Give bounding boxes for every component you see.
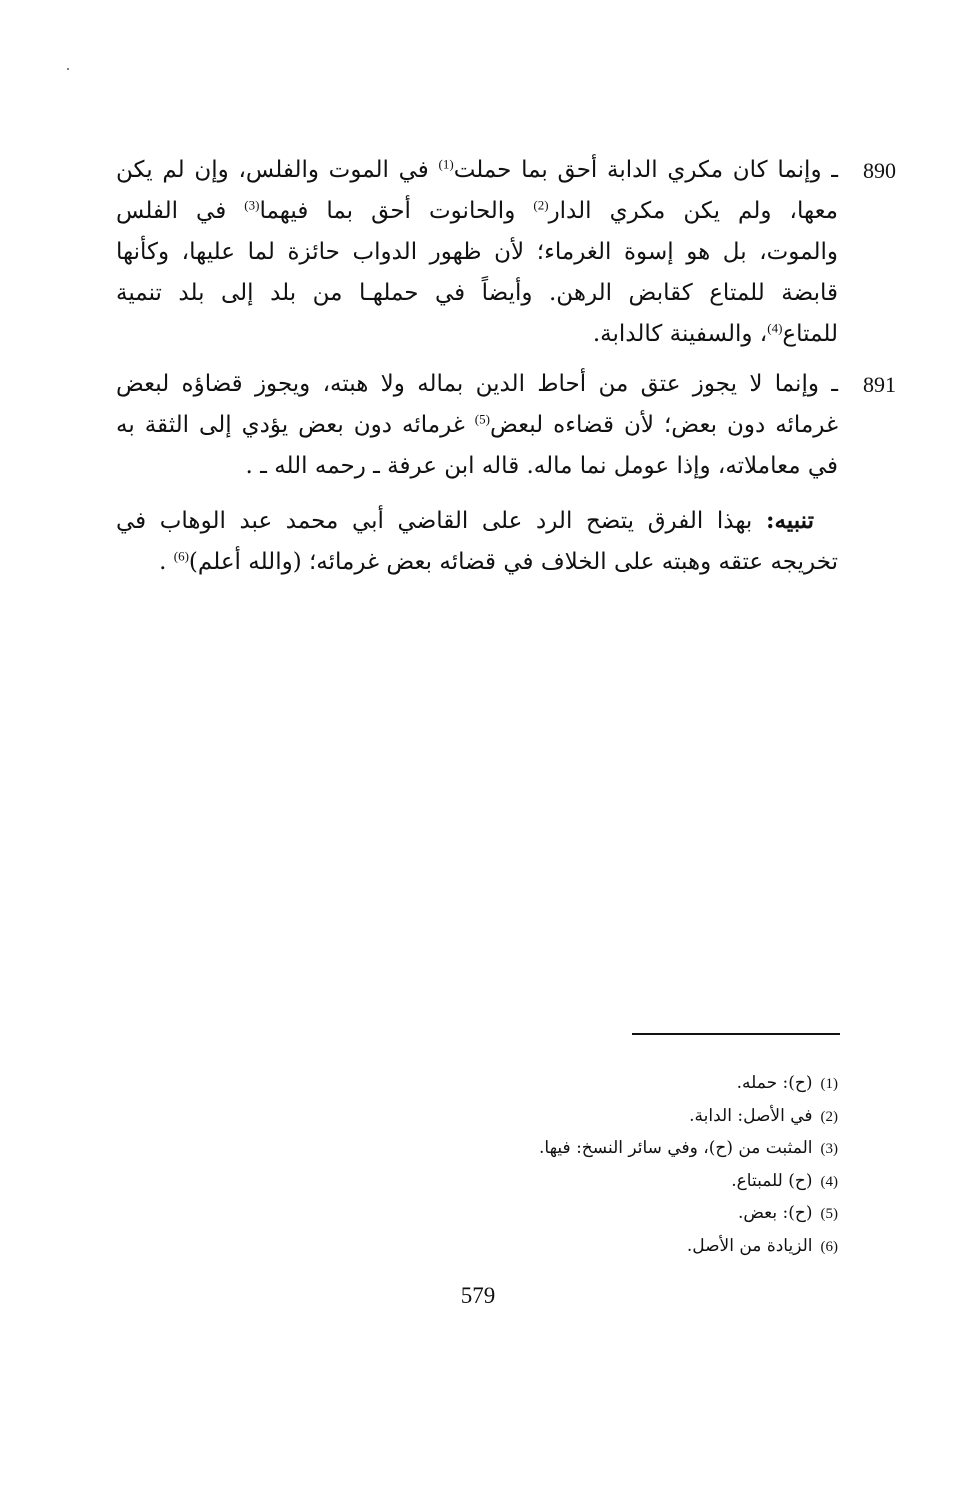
footnote: (4)(ح) للمبتاع. <box>731 1170 838 1191</box>
footnote-number: (5) <box>820 1206 838 1223</box>
tanbih-label: تنبيه: <box>765 507 814 534</box>
entry-line: ـ وإنما كان مكري الدابة أحق بما حملت$^{(1)}$ في الموت والفلس، وإن لم يكن <box>116 156 838 183</box>
entry-number: 891 <box>863 372 896 397</box>
footnote: (3)المثبت من (ح)، وفي سائر النسخ: فيها. <box>539 1138 838 1159</box>
footnote: (1)(ح): حمله. <box>736 1073 838 1093</box>
footnote-ref[interactable]: (3) <box>244 197 260 213</box>
footnote-number: (3) <box>820 1141 838 1158</box>
entry-891 <box>116 364 896 487</box>
footnote: (2)في الأصل: الدابة. <box>689 1105 838 1126</box>
footnote-number: (2) <box>820 1108 838 1125</box>
entry-line: قابضة للمتاع كقابض الرهن. وأيضاً في حملهـا من بلد إلى بلد تنمية <box>116 280 838 306</box>
tanbih-line: تخريجه عتقه وهبته على الخلاف في قضائه بعض غرمائه؛ (والله أعلم)$^{(6)}$ . <box>159 548 838 575</box>
footnote-ref[interactable]: (4) <box>767 320 783 336</box>
footnote-ref[interactable]: (6) <box>173 548 189 564</box>
footnotes <box>278 1068 838 1264</box>
entry-line: في معاملاته، وإذا عومل نما ماله. قاله ابن عرفة ـ رحمه الله ـ . <box>245 453 838 479</box>
footnote-ref[interactable]: (1) <box>438 156 454 172</box>
footnote-ref[interactable]: (2) <box>533 197 549 213</box>
entry-line: معها، ولم يكن مكري الدار$^{(2)}$ والحانوت أحق بما فيهما$^{(3)}$ في الفلس <box>116 197 838 224</box>
footnote-number: (6) <box>820 1238 838 1255</box>
footnote-separator <box>632 1033 840 1035</box>
tanbih-line: تنبيه: بهذا الفرق يتضح الرد على القاضي أبي محمد عبد الوهاب في <box>116 507 814 534</box>
scan-speck <box>67 68 69 70</box>
entry-line: ـ وإنما لا يجوز عتق من أحاط الدين بماله ولا هبته، ويجوز قضاؤه لبعض <box>116 371 838 397</box>
footnote: (6)الزيادة من الأصل. <box>686 1235 838 1256</box>
entry-line: للمتاع$^{(4)}$، والسفينة كالدابة. <box>592 320 838 347</box>
footnote: (5)(ح): بعض. <box>737 1203 838 1224</box>
entry-number: 890 <box>863 158 896 183</box>
footnote-number: (1) <box>820 1076 838 1092</box>
footnote-ref[interactable]: (5) <box>474 411 490 427</box>
entry-line: غرمائه دون بعض؛ لأن قضاءه لبعض$^{(5)}$ غرمائه دون بعض يؤدي إلى الثقة به <box>116 411 838 438</box>
page-number: 579 <box>460 1283 496 1308</box>
tanbih-note <box>116 500 838 583</box>
footnote-number: (4) <box>820 1173 838 1190</box>
entry-line: والموت، بل هو إسوة الغرماء؛ لأن ظهور الدواب حائزة لما عليها، وكأنها <box>116 239 838 265</box>
entry-890 <box>116 150 896 355</box>
